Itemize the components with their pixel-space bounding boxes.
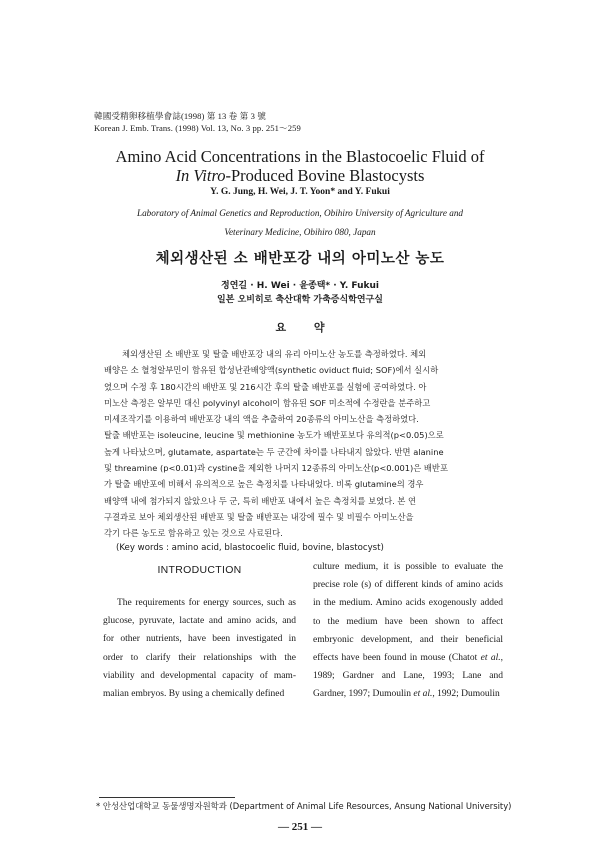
paragraph-line: order to clarify their relationships with the	[103, 652, 296, 663]
affiliation-line1: Laboratory of Animal Genetics and Reproduction, Obihiro University of Agriculture and	[136, 208, 464, 218]
abstract-line: 배양은 소 혈청알부민이 함유된 합성난관배양액(synthetic oviduct fluid; SOF)에서 실시하	[104, 365, 439, 376]
abstract-line: 배양액 내에 첨가되지 않았으나 두 군, 특히 배반포 내에서 높은 측정치를 보였다. 본 연	[104, 495, 417, 506]
paragraph-line: glucose, pyruvate, lactate and amino acids, and	[103, 616, 296, 627]
paper-title-line1: Amino Acid Concentrations in the Blastocoelic Fluid of	[115, 147, 485, 166]
affiliation-line2: Veterinary Medicine, Obihiro 080, Japan	[224, 227, 376, 237]
abstract-body	[104, 346, 496, 542]
paper-title-rest: -Produced Bovine Blastocysts	[225, 166, 425, 185]
introduction-heading: INTRODUCTION	[157, 564, 242, 576]
affiliation	[0, 204, 600, 242]
journal-citation	[94, 110, 301, 134]
korean-affiliation: 일본 오비히로 축산대학 가축증식학연구실	[217, 295, 383, 305]
paragraph-line: precise role (s) of different kinds of amino acids	[313, 580, 503, 591]
journal-citation-korean: 韓國受精卵移植學會誌(1998) 第 13 卷 第 3 號	[94, 111, 266, 121]
abstract-line: 미노산 측정은 알부민 대신 polyvinyl alcohol이 함유된 SOF 미소적에 수정란을 분주하고	[104, 397, 431, 408]
abstract-line: 구결과로 보아 체외생산된 배반포 및 탈출 배반포는 내강에 필수 및 비필수 아미노산을	[104, 511, 414, 522]
paragraph-line: for other nutrients, have been investigated in	[103, 634, 296, 645]
abstract-line: 가 탈출 배반포에 비해서 유의적으로 높은 측정치를 나타내었다. 비록 glutamine의 경우	[104, 479, 424, 490]
introduction-right-text	[313, 558, 503, 704]
left-column	[103, 558, 296, 703]
paragraph-line: 1989; Gardner and Lane, 1993; Lane and	[313, 671, 503, 682]
keywords: (Key words : amino acid, blastocoelic fluid, bovine, blastocyst)	[116, 543, 384, 553]
paragraph-line: viability and developmental capacity of mam-	[103, 670, 296, 681]
abstract-line: 였으며 수정 후 180시간의 배반포 및 216시간 후의 탈출 배반포를 실험에 공여하였다. 아	[104, 381, 427, 392]
paragraph-line: embryonic development, and their beneficial	[313, 634, 503, 645]
abstract-line: 미세조작기를 이용하여 배반포강 내의 액을 추출하여 20종류의 아미노산을 측정하였다.	[104, 414, 419, 425]
right-column	[313, 558, 503, 704]
korean-title: 체외생산된 소 배반포강 내의 아미노산 농도	[155, 251, 445, 267]
abstract-line: 및 threamine (p<0.01)과 cystine을 제외한 나머지 12종류의 아미노산(p<0.001)은 배반포	[104, 463, 448, 474]
paragraph-line: culture medium, it is possible to evaluate the	[313, 562, 503, 572]
footnote-rule	[99, 797, 235, 798]
paragraph-line: in the medium. Amino acids exogenously added	[313, 598, 503, 609]
paragraph-line: malian embryos. By using a chemically defined	[103, 689, 285, 700]
abstract-line: 체외생산된 소 배반포 및 탈출 배반포강 내의 유리 아미노산 농도를 측정하였다. 체외	[122, 349, 427, 359]
paragraph-line: to the medium have been shown to affect	[313, 616, 503, 627]
journal-citation-english: Korean J. Emb. Trans. (1998) Vol. 13, No. 3 pp. 251～259	[94, 123, 301, 133]
abstract-line: 탈출 배반포는 isoleucine, leucine 및 methionine 농도가 배반포보다 유의적(p<0.05)으로	[104, 430, 444, 441]
abstract-line: 각기 다른 농도로 함유하고 있는 것으로 사료된다.	[104, 528, 283, 539]
author-list: Y. G. Jung, H. Wei, J. T. Yoon* and Y. Fukui	[210, 187, 390, 197]
paper-title-line2	[0, 166, 600, 185]
paper-title	[0, 147, 600, 185]
korean-authors: 정연길 · H. Wei · 윤종택* · Y. Fukui	[221, 281, 379, 291]
page-number: — 251 —	[278, 821, 322, 833]
paper-title-italic: In Vitro	[175, 166, 226, 185]
paragraph-line: Gardner, 1997; Dumoulin et al., 1992; Dumoulin	[313, 689, 500, 700]
introduction-left-text	[103, 594, 296, 703]
paragraph-line: The requirements for energy sources, such as	[117, 598, 296, 608]
paragraph-line: effects have been found in mouse (Chatot et al.,	[313, 653, 503, 664]
abstract-line: 높게 나타났으며, glutamate, aspartate는 두 군간에 차이를 나타내지 않았다. 반면 alanine	[104, 446, 444, 457]
abstract-heading: 요 약	[275, 321, 337, 334]
footnote: * 안성산업대학교 동물생명자원학과 (Department of Animal Life Resources, Ansung National University)	[96, 801, 512, 811]
